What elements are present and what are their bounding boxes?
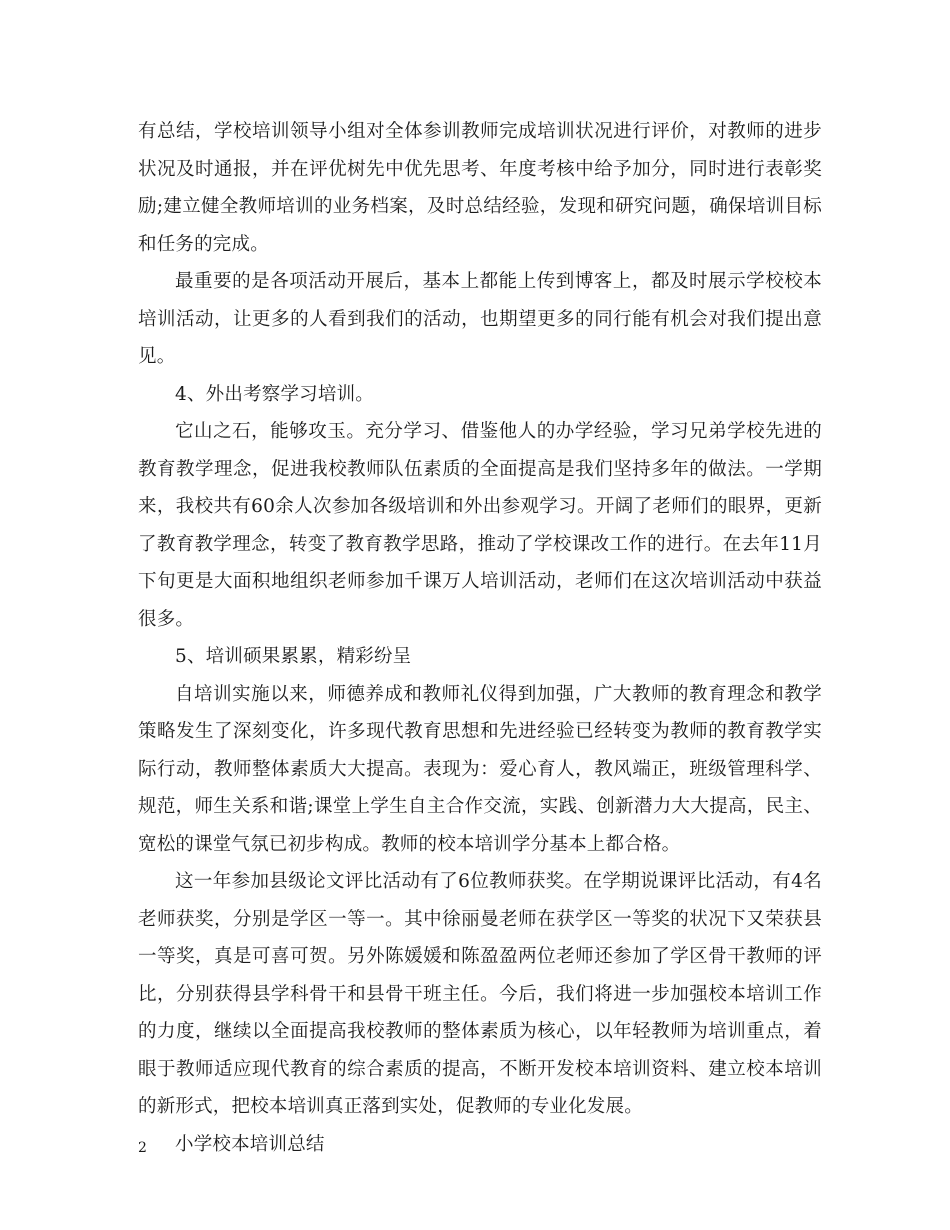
paragraph-5: 这一年参加县级论文评比活动有了6位教师获奖。在学期说课评比活动，有4名老师获奖，分别是学区一等一。其中徐丽曼老师在获学区一等奖的状况下又荣获县一等奖，真是可喜可贺。另外陈媛媛和陈盈盈两位老师还参加了学区骨干教师的评比，分别获得县学科骨干和县骨干班主任。今后，我们将进一步加强校本培训工作的力度，继续以全面提高我校教师的整体素质为核心，以年轻教师为培训重点，着眼于教师适应现代教育的综合素质的提高，不断开发校本培训资料、建立校本培训的新形式，把校本培训真正落到实处，促教师的专业化发展。 bbox=[138, 871, 822, 1117]
section-heading-4: 4、外出考察学习培训。 bbox=[175, 383, 374, 405]
document-body bbox=[138, 113, 822, 1163]
document-title-line: 小学校本培训总结 bbox=[175, 1133, 325, 1155]
paragraph-4: 自培训实施以来，师德养成和教师礼仪得到加强，广大教师的教育理念和教学策略发生了深刻变化，许多现代教育思想和先进经验已经转变为教师的教育教学实际行动，教师整体素质大大提高。表现为：爱心育人，教风端正，班级管理科学、规范，师生关系和谐;课堂上学生自主合作交流，实践、创新潜力大大提高，民主、宽松的课堂气氛已初步构成。教师的校本培训学分基本上都合格。 bbox=[138, 683, 822, 855]
paragraph-2: 最重要的是各项活动开展后，基本上都能上传到博客上，都及时展示学校校本培训活动，让更多的人看到我们的活动，也期望更多的同行能有机会对我们提出意见。 bbox=[138, 271, 822, 367]
paragraph-1: 有总结，学校培训领导小组对全体参训教师完成培训状况进行评价，对教师的进步状况及时通报，并在评优树先中优先思考、年度考核中给予加分，同时进行表彰奖励;建立健全教师培训的业务档案，及时总结经验，发现和研究问题，确保培训目标和任务的完成。 bbox=[138, 121, 822, 255]
section-heading-5: 5、培训硕果累累，精彩纷呈 bbox=[175, 646, 412, 667]
paragraph-3: 它山之石，能够攻玉。充分学习、借鉴他人的办学经验，学习兄弟学校先进的教育教学理念，促进我校教师队伍素质的全面提高是我们坚持多年的做法。一学期来，我校共有60余人次参加各级培训和外出参观学习。开阔了老师们的眼界，更新了教育教学理念，转变了教育教学思路，推动了学校课改工作的进行。在去年11月下旬更是大面积地组织老师参加千课万人培训活动，老师们在这次培训活动中获益很多。 bbox=[138, 421, 822, 630]
page-number: 2 bbox=[138, 1140, 147, 1156]
